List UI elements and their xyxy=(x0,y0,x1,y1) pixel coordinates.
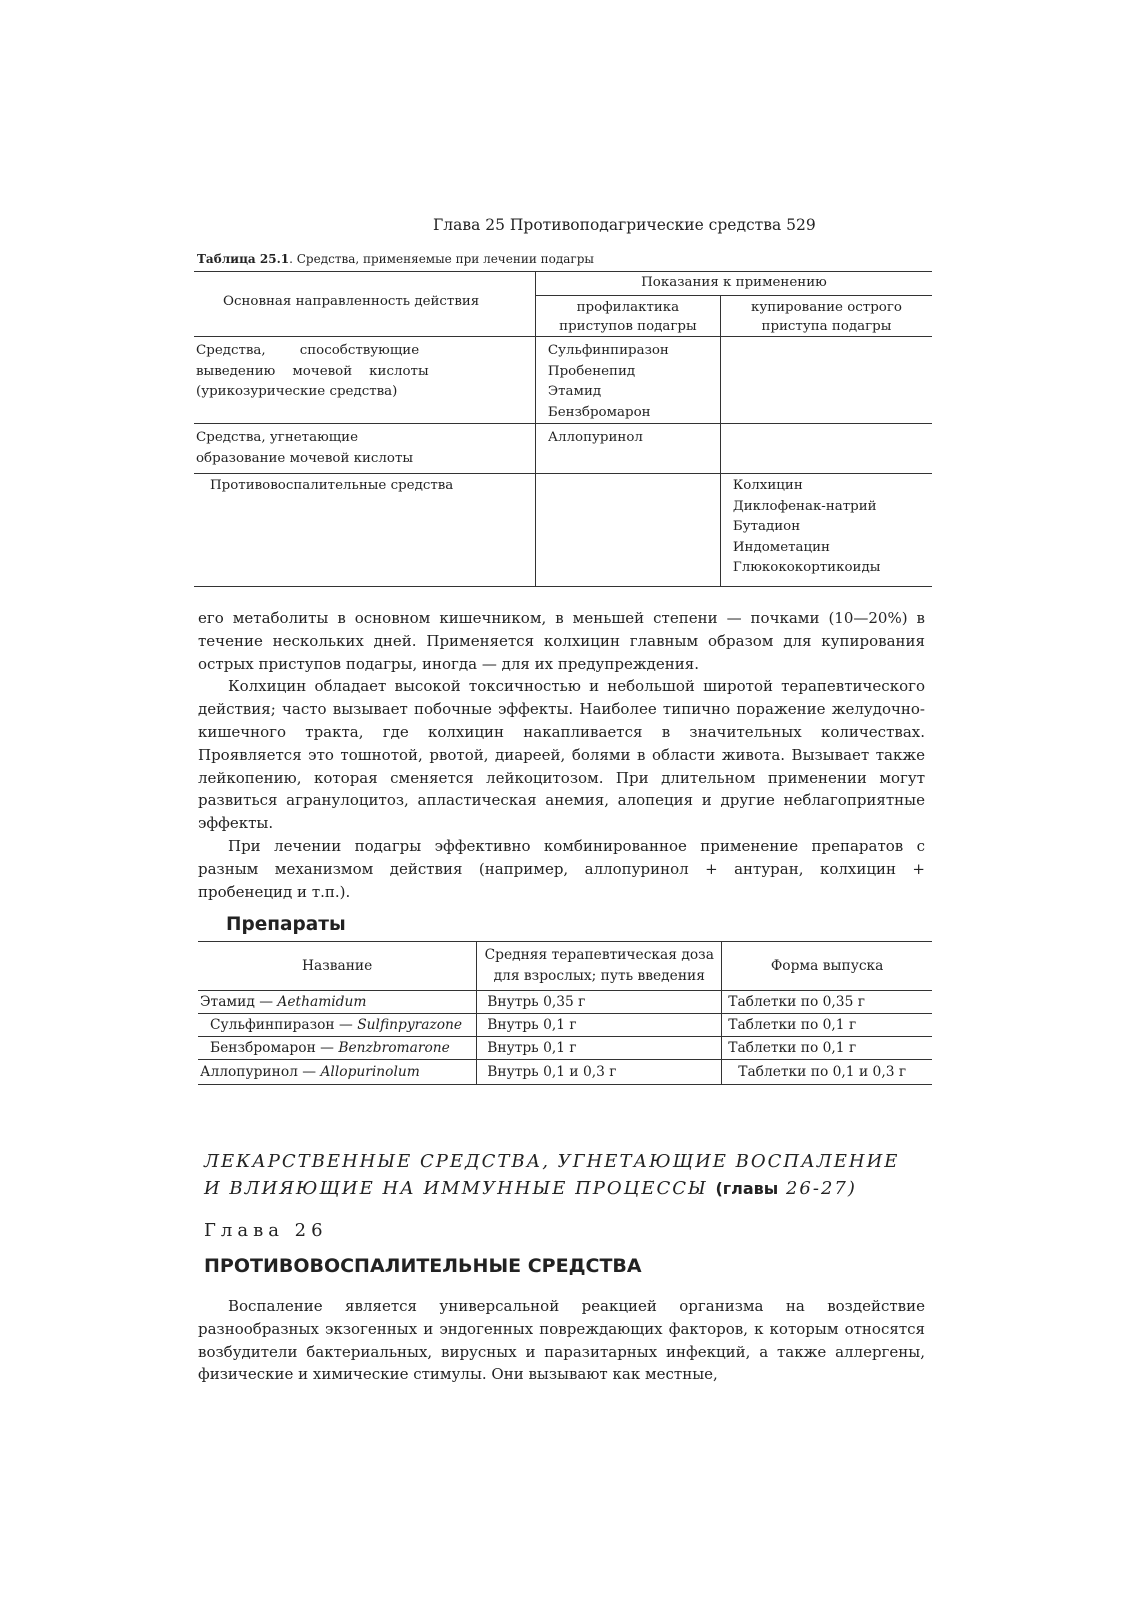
drug-name: Аллопуринол — Allopurinolum xyxy=(198,1060,477,1085)
row-prophylaxis: Аллопуринол xyxy=(535,424,720,474)
paragraph: его метаболиты в основном кишечником, в меньшей степени — почками (10—20%) в течение нескольких дней. Применяется колхицин главным образом для купирования острых приступов подагры, иногда — для их предупреждения. xyxy=(198,609,925,673)
row-acute xyxy=(720,424,932,474)
preparations-heading: Препараты xyxy=(226,914,346,935)
header-name: Название xyxy=(198,942,477,991)
table-row xyxy=(198,991,932,1014)
table-row xyxy=(198,1014,932,1037)
drug-name: Этамид — Aethamidum xyxy=(198,991,477,1014)
drug-name: Бензбромарон — Benzbromarone xyxy=(198,1037,477,1060)
row-direction: Противовоспалительные средства xyxy=(194,474,535,587)
drug-form: Таблетки по 0,1 г xyxy=(722,1037,932,1060)
paragraph: Колхицин обладает высокой токсичностью и небольшой широтой терапевтического действия; часто вызывает побочные эффекты. Наиболее типично поражение желудочно-кишечного тракта, где колхицин накапливается в значительных количествах. Проявляется это тошнотой, рвотой, диареей, болями в области живота. Вызывает также лейкопению, которая сменяется лейкоцитозом. При длительном применении могут развиться агранулоцитоз, апластическая анемия, алопеция и другие неблагоприятные эффекты. xyxy=(198,677,925,833)
row-prophylaxis xyxy=(535,474,720,587)
chapter-title: ПРОТИВОВОСПАЛИТЕЛЬНЫЕ СРЕДСТВА xyxy=(204,1255,642,1277)
table-row xyxy=(198,1060,932,1085)
drug-dose: Внутрь 0,35 г xyxy=(477,991,722,1014)
paragraph: При лечении подагры эффективно комбинированное применение препаратов с разным механизмом действия (например, аллопуринол + антуран, колхицин + пробенецид и т.п.). xyxy=(198,836,925,901)
header-form: Форма выпуска xyxy=(722,942,932,991)
paragraph: Воспаление является универсальной реакцией организма на воздействие разнообразных экзогенных и эндогенных повреждающих факторов, к которым относятся возбудители бактериальных, вирусных и паразитарных инфекций, а также аллергены, физические и химические стимулы. Они вызывают как местные, xyxy=(198,1297,925,1384)
header-direction: Основная направленность действия xyxy=(194,272,535,337)
drug-form: Таблетки по 0,1 г xyxy=(722,1014,932,1037)
body-text xyxy=(198,607,925,903)
table-row xyxy=(198,1037,932,1060)
row-acute xyxy=(720,337,932,424)
table-row xyxy=(194,337,932,424)
table-row xyxy=(194,474,932,587)
preparations-table xyxy=(198,941,932,1085)
gout-treatment-table xyxy=(194,271,932,587)
row-prophylaxis: Сульфинпиразон Пробенепид Этамид Бензбромарон xyxy=(535,337,720,424)
header-prophylaxis: профилактика приступов подагры xyxy=(535,296,720,337)
drug-dose: Внутрь 0,1 г xyxy=(477,1037,722,1060)
drug-dose: Внутрь 0,1 г xyxy=(477,1014,722,1037)
table-caption xyxy=(197,252,594,266)
drug-form: Таблетки по 0,1 и 0,3 г xyxy=(722,1060,932,1085)
drug-form: Таблетки по 0,35 г xyxy=(722,991,932,1014)
row-direction: Средства, способствующие выведению мочевой кислоты (урикозурические средства) xyxy=(194,337,535,424)
header-indications: Показания к применению xyxy=(535,272,932,296)
row-acute: Колхицин Диклофенак-натрий Бутадион Индометацин Глюкококортикоиды xyxy=(720,474,932,587)
section-title: ЛЕКАРСТВЕННЫЕ СРЕДСТВА, УГНЕТАЮЩИЕ ВОСПАЛЕНИЕ И ВЛИЯЮЩИЕ НА ИММУННЫЕ ПРОЦЕССЫ (главы 26-27) xyxy=(204,1151,900,1199)
table-caption-text: . Средства, применяемые при лечении подагры xyxy=(289,252,594,266)
drug-dose: Внутрь 0,1 и 0,3 г xyxy=(477,1060,722,1085)
header-dose: Средняя терапевтическая доза для взрослых; путь введения xyxy=(477,942,722,991)
table-row xyxy=(194,424,932,474)
header-acute: купирование острого приступа подагры xyxy=(720,296,932,337)
chapter-label: Глава 26 xyxy=(204,1220,328,1241)
drug-name: Сульфинпиразон — Sulfinpyrazone xyxy=(198,1014,477,1037)
row-direction: Средства, угнетающие образование мочевой кислоты xyxy=(194,424,535,474)
running-head: Глава 25 Противоподагрические средства 529 xyxy=(433,216,816,234)
body-text xyxy=(198,1295,925,1386)
table-caption-label: Таблица 25.1 xyxy=(197,252,290,266)
